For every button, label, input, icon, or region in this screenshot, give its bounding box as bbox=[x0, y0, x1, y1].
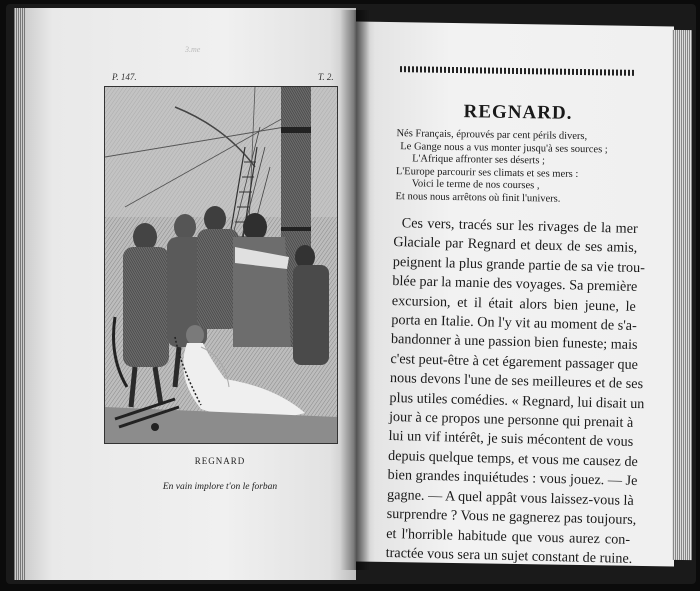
plate-tome-reference: T. 2. bbox=[318, 72, 334, 82]
right-page-edges bbox=[672, 30, 692, 560]
verse-line: Nés Français, éprouvés par cent périls divers, bbox=[396, 128, 588, 143]
engraving-illustration bbox=[105, 87, 337, 443]
text-line: nous devons l'une de ses meilleures et de ses bbox=[389, 370, 644, 393]
text-line: excursion, et il était alors bien jeune, le bbox=[391, 292, 637, 315]
text-line: surprendre ? Vous ne gagnerez pas toujours, bbox=[386, 506, 637, 529]
verse-line: L'Europe parcourir ses climats et ses mers : bbox=[395, 165, 579, 180]
plate-caption-title: REGNARD bbox=[194, 456, 246, 466]
text-line: Glaciale par Regnard et deux de ses amis, bbox=[393, 234, 638, 257]
epigraph-verses bbox=[395, 128, 636, 207]
plate-page-reference: P. 147. bbox=[112, 72, 137, 82]
plate-faint-mark: 3.me bbox=[185, 45, 201, 54]
book-gutter bbox=[340, 10, 370, 570]
text-line: bandonner à une passion bien funeste; mais bbox=[390, 331, 638, 354]
text-line: blée par la manie des voyages. Sa première bbox=[392, 273, 638, 296]
body-text bbox=[385, 214, 646, 569]
text-line: bien grandes inquiétudes : vous jouez. — Je bbox=[387, 467, 638, 490]
verse-line: Et nous nous arrêtons où finit l'univers. bbox=[395, 190, 561, 205]
text-line: depuis quelque temps, et vous me causez de bbox=[387, 447, 639, 470]
verse-line: L'Afrique affronter ses déserts ; bbox=[412, 153, 546, 167]
verse-line: Le Gange nous a vus monter jusqu'à ses sources ; bbox=[400, 140, 608, 155]
text-line: plus utiles comédies. « Regnard, lui disait un bbox=[389, 389, 645, 412]
text-line: et l'horrible habitude que vous aurez con- bbox=[385, 525, 631, 548]
chapter-title: REGNARD. bbox=[463, 101, 573, 124]
engraving-plate bbox=[104, 86, 338, 444]
left-page-edges bbox=[14, 8, 26, 580]
text-line: peignent la plus grande partie de sa vie trou- bbox=[392, 253, 646, 276]
plate-caption-legend: En vain implore t'on le forban bbox=[162, 482, 278, 492]
verse-line: Voici le terme de nos courses , bbox=[411, 178, 540, 192]
text-line: tractée vous sera un sujet constant de ruine. bbox=[385, 544, 633, 567]
text-line: c'est peut-être à cet égarement passager que bbox=[390, 350, 639, 373]
text-line: Ces vers, tracés sur les rivages de la mer bbox=[401, 215, 638, 237]
text-line: porta en Italie. On l'y vit au moment de s'a- bbox=[391, 312, 637, 334]
text-line: lui un vif intérêt, je suis mécontent de vous bbox=[388, 428, 634, 451]
text-line: jour à ce propos une personne qui prenait à bbox=[388, 409, 634, 431]
text-line: gagne. — A quel appât vous laissez-vous là bbox=[386, 486, 634, 509]
